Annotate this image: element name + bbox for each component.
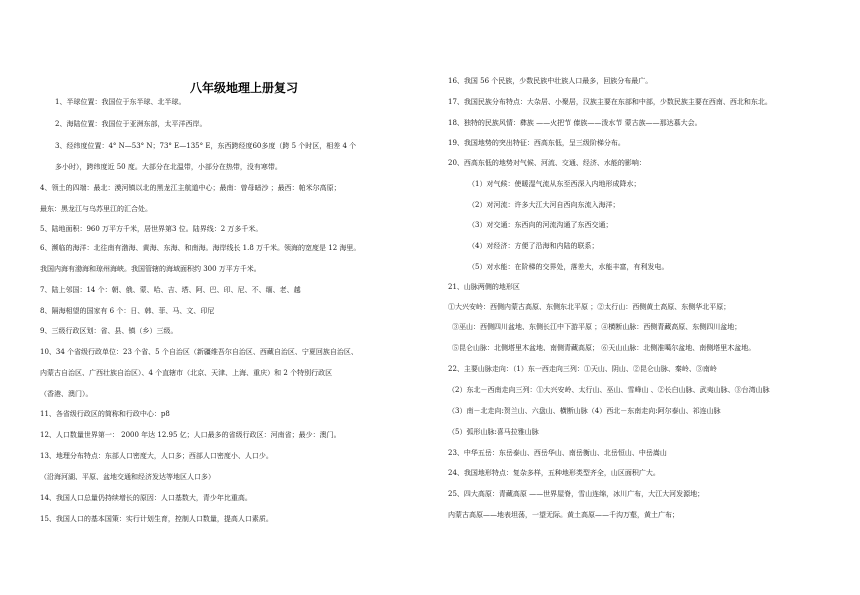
item-11: 11、各省级行政区的简称和行政中心：p8: [40, 410, 170, 418]
item-25-cont: 内蒙古高原——地表坦荡，一望无际。黄土高原——千沟万壑，黄土广布；: [448, 511, 679, 519]
item-1: 1、半球位置：我国位于东半球、北半球。: [55, 98, 186, 106]
item-3: 3、经纬度位置：4° N—53° N；73° E—135° E，东西跨经度60多度（跨 5 个时区，相差 4 个: [55, 142, 357, 150]
item-20-4: （4）对经济：方便了沿海和内陆的联系；: [468, 242, 599, 250]
item-20: 20、西高东低的地势对气候、河流、交通、经济、水能的影响：: [448, 159, 646, 167]
item-20-1: （1）对气候：使暖湿气流从东至西深入内地形成降水；: [468, 180, 641, 188]
item-16: 16、我国 56 个民族，少数民族中壮族人口最多，回族分布最广。: [448, 77, 653, 85]
item-21-2: ③巫山：西侧四川盆地、东侧长江中下游平原 ；④横断山脉：西侧青藏高原、东侧四川盆地；: [452, 323, 742, 331]
item-19: 19、我国地势的突出特征：西高东低，呈三级阶梯分布。: [448, 139, 625, 147]
item-3-cont: 多小时），跨纬度近 50 度。大部分在北温带，小部分在热带，没有寒带。: [55, 163, 282, 171]
item-17: 17、我国民族分布特点：大杂居、小聚居，汉族主要在东部和中部，少数民族主要在西南、西北和东北。: [448, 98, 772, 106]
item-5: 5、陆地面积：960 万平方千米，居世界第3 位。陆界线：2 万多千米。: [40, 225, 263, 233]
item-7: 7、陆上邻国：14 个：朝、俄、蒙、哈、吉、塔、阿、巴、印、尼、不、缅、老、越: [40, 286, 301, 294]
item-22: 22、主要山脉走向：（1）东一西走向三列：①天山、阴山、②昆仑山脉、秦岭、③南岭: [448, 365, 717, 373]
item-4: 4、领土的四端：最北：漠河镇以北的黑龙江主航道中心；最南：曾母暗沙 ；最西：帕米尔高原；: [40, 184, 341, 192]
item-10-cont2: （香港、澳门）。: [40, 390, 93, 398]
item-13-note: （沿海河湖、平原、盆地交通和经济发达等地区人口多）: [40, 473, 215, 481]
item-10-cont: 内蒙古自治区、广西壮族自治区）、4 个直辖市（北京、天津、上海、重庆）和 2 个特别行政区: [40, 369, 333, 377]
item-24: 24、我国地形特点：复杂多样，五种地形类型齐全，山区面积广大。: [448, 469, 660, 477]
item-2: 2、海陆位置：我国位于亚洲东部，太平洋西岸。: [55, 120, 207, 128]
item-6-cont: 我国内海有渤海和琼州海峡。我国管辖的海域面积约 300 万平方千米。: [40, 265, 261, 273]
item-8: 8、隔海相望的国家有 6 个：日、韩、菲、马、文、印尼: [40, 307, 215, 315]
item-21-3: ⑤昆仑山脉：北侧塔里木盆地、南侧青藏高原； ⑥天山山脉：北侧准噶尔盆地、南侧塔里木盆地。: [452, 344, 756, 352]
item-9: 9、三级行政区划：省、县、镇（乡）三级。: [40, 327, 178, 335]
item-23: 23、中华五岳：东岳泰山、西岳华山、南岳衡山、北岳恒山、中岳嵩山: [448, 449, 667, 457]
page-title: 八年级地理上册复习: [190, 81, 299, 95]
item-20-5: （5）对水能：在阶梯的交界处，落差大，水能丰富，有利发电。: [468, 263, 669, 271]
item-14: 14、我国人口总量仍持续增长的原因：人口基数大，青少年比重高。: [40, 494, 252, 502]
item-25: 25、四大高原：青藏高原 ——世界屋脊，雪山连绵，冰川广布，大江大河发源地；: [448, 490, 705, 498]
item-22-5: （5）弧形山脉:喜马拉雅山脉: [448, 428, 539, 436]
item-13: 13、地理分布特点：东部人口密度大，人口多；西部人口密度小、人口少。: [40, 452, 273, 460]
item-20-3: （3）对交通：东西向的河流沟通了东西交通；: [468, 221, 613, 229]
item-20-2: （2）对河流：许多大江大河自西向东流入海洋；: [468, 201, 620, 209]
item-21: 21、山脉两侧的地形区: [448, 283, 520, 291]
item-10: 10、34 个省级行政单位：23 个省、5 个自治区（新疆维吾尔自治区、西藏自治区、宁夏回族自治区、: [40, 348, 358, 356]
item-22-3: （3）南－北走向:贺兰山、六盘山、横断山脉（4）西北－东南走向:阿尔泰山、祁连山脉: [448, 407, 721, 415]
item-6: 6、濒临的海洋：北往南有渤海、黄海、东海、和南海。海岸线长 1.8 万千米。领海的宽度是 12 海里。: [40, 244, 361, 252]
item-4-cont: 最东：黑龙江与乌苏里江的汇合处。: [40, 205, 152, 213]
item-21-1: ①大兴安岭：西侧内蒙古高原、东侧东北平原 ；②太行山：西侧黄土高原、东侧华北平原；: [448, 303, 731, 311]
item-22-2: （2）东北－西南走向三列：①大兴安岭、太行山、巫山、雪峰山 、②长白山脉、武夷山脉、③台湾山脉: [448, 386, 770, 394]
item-12: 12、人口数量世界第一： 2000 年达 12.95 亿；人口最多的省级行政区：河南省；最少：澳门。: [40, 431, 341, 439]
item-18: 18、独特的民族风情：彝族 ——火把节 傣族——泼水节 蒙古族——那达慕大会。: [448, 119, 702, 127]
item-15: 15、我国人口的基本国策：实行计划生育，控制人口数量，提高人口素质。: [40, 515, 273, 523]
